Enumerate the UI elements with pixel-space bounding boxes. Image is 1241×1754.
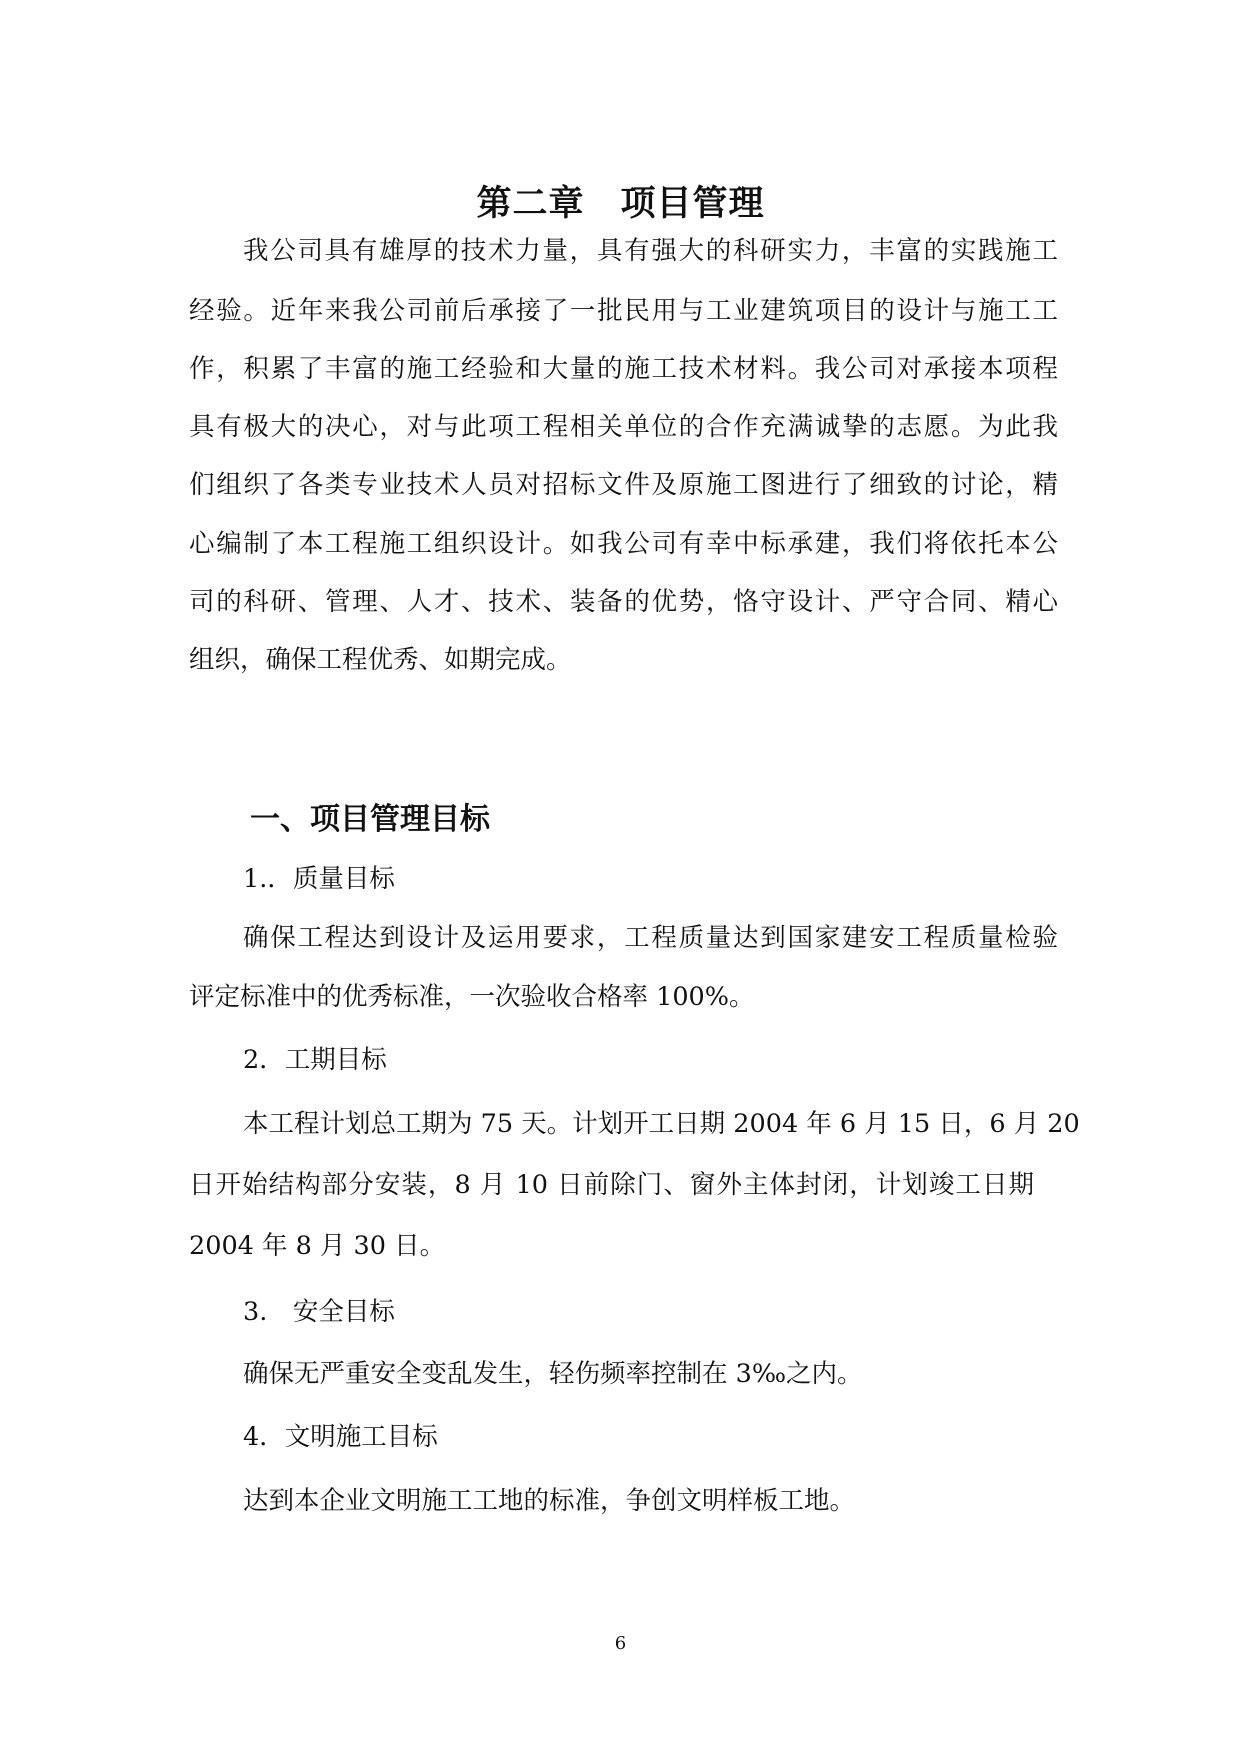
section-heading: 一、项目管理目标 [250,802,490,837]
intro-line: 们组织了各类专业技术人员对招标文件及原施工图进行了细致的讨论，精 [189,470,1058,500]
goal-title: 4．文明施工目标 [243,1422,438,1452]
goal-text-line: 2004 年 8 月 30 日。 [189,1231,446,1261]
goal-title: 2．工期目标 [243,1045,387,1075]
intro-line: 组织，确保工程优秀、如期完成。 [189,645,572,675]
goal-text-line: 确保无严重安全变乱发生，轻伤频率控制在 3‰之内。 [243,1359,863,1389]
goal-text-line: 达到本企业文明施工工地的标准，争创文明样板工地。 [243,1486,856,1516]
goal-text-line: 确保工程达到设计及运用要求，工程质量达到国家建安工程质量检验 [243,923,1058,953]
intro-line: 经验。近年来我公司前后承接了一批民用与工业建筑项目的设计与施工工 [189,296,1058,326]
goal-text-line: 评定标准中的优秀标准，一次验收合格率 100%。 [189,982,755,1012]
goal-title: 3. 安全目标 [243,1297,395,1327]
intro-line: 心编制了本工程施工组织设计。如我公司有幸中标承建，我们将依托本公 [189,529,1058,559]
chapter-title: 第二章 项目管理 [476,184,765,224]
intro-line: 我公司具有雄厚的技术力量，具有强大的科研实力，丰富的实践施工 [243,236,1058,266]
goal-text-line: 本工程计划总工期为 75 天。计划开工日期 2004 年 6 月 15 日，6 月 20 [243,1109,1080,1139]
intro-line: 具有极大的决心，对与此项工程相关单位的合作充满诚挚的志愿。为此我 [189,412,1058,442]
intro-line: 作，积累了丰富的施工经验和大量的施工技术材料。我公司对承接本项程 [189,354,1058,384]
goal-title: 1.．质量目标 [243,864,395,894]
goal-text-line: 日开始结构部分安装，8 月 10 日前除门、窗外主体封闭，计划竣工日期 [189,1170,1034,1200]
page-number: 6 [614,1633,627,1654]
intro-line: 司的科研、管理、人才、技术、装备的优势，恪守设计、严守合同、精心 [189,587,1058,617]
